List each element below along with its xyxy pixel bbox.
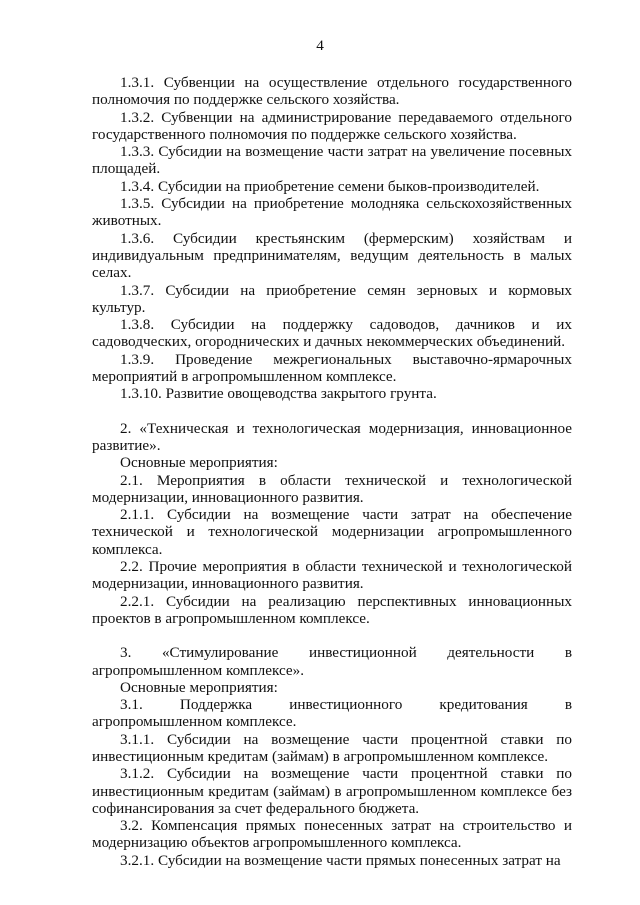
section-2-heading: 2. «Техническая и технологическая модернизация, инновационное развитие». xyxy=(92,419,572,454)
paragraph-2-1: 2.1. Мероприятия в области технической и технологической модернизации, инновационного развития. xyxy=(92,471,572,506)
paragraph-1-3-8: 1.3.8. Субсидии на поддержку садоводов, дачников и их садоводческих, огороднических и дачных некоммерческих объединений. xyxy=(92,316,572,351)
paragraph-2-2-1: 2.2.1. Субсидии на реализацию перспективных инновационных проектов в агропромышленном комплексе. xyxy=(92,592,572,627)
paragraph-1-3-9: 1.3.9. Проведение межрегиональных выставочно-ярмарочных мероприятий в агропромышленном комплексе. xyxy=(92,350,572,386)
page-number: 4 xyxy=(316,37,324,54)
paragraph-1-3-1: 1.3.1. Субвенции на осуществление отдельного государственного полномочия по поддержке сельского хозяйства. xyxy=(92,74,572,109)
paragraph-3-2: 3.2. Компенсация прямых понесенных затрат на строительство и модернизацию объектов агропромышленного комплекса. xyxy=(92,817,572,852)
paragraph-3-1-2: 3.1.2. Субсидии на возмещение части процентной ставки по инвестиционным кредитам (займам) в агропромышленном комплексе без софинансирования за счет федерального бюджета. xyxy=(92,765,572,817)
section-3-heading: 3. «Стимулирование инвестиционной деятельности в агропромышленном комплексе». xyxy=(92,644,572,679)
paragraph-1-3-6: 1.3.6. Субсидии крестьянским (фермерским) хозяйствам и индивидуальным предпринимателям, ведущим деятельность в малых селах. xyxy=(92,229,572,282)
paragraph-2-1-1: 2.1.1. Субсидии на возмещение части затрат на обеспечение технической и технологической модернизации агропромышленного комплекса. xyxy=(92,506,572,558)
document-body xyxy=(92,74,572,869)
paragraph-3-1-1: 3.1.1. Субсидии на возмещение части процентной ставки по инвестиционным кредитам (займам) в агропромышленном комплексе. xyxy=(92,730,572,765)
paragraph-1-3-10: 1.3.10. Развитие овощеводства закрытого грунта. xyxy=(120,385,437,403)
paragraph-1-3-3: 1.3.3. Субсидии на возмещение части затрат на увеличение посевных площадей. xyxy=(92,143,572,178)
paragraph-1-3-2: 1.3.2. Субвенции на администрирование передаваемого отдельного государственного полномочия по поддержке сельского хозяйства. xyxy=(92,108,572,143)
paragraph-1-3-5: 1.3.5. Субсидии на приобретение молодняка сельскохозяйственных животных. xyxy=(92,195,572,230)
section-spacer xyxy=(92,627,572,644)
paragraph-1-3-4: 1.3.4. Субсидии на приобретение семени быков-производителей. xyxy=(120,177,540,195)
paragraph-2-2: 2.2. Прочие мероприятия в области технической и технологической модернизации, инновационного развития. xyxy=(92,558,572,593)
section-spacer xyxy=(92,403,572,420)
paragraph-1-3-7: 1.3.7. Субсидии на приобретение семян зерновых и кормовых культур. xyxy=(92,281,572,316)
paragraph-3-1: 3.1. Поддержка инвестиционного кредитования в агропромышленном комплексе. xyxy=(92,696,572,731)
section-2-subheading: Основные мероприятия: xyxy=(120,454,278,472)
section-3-subheading: Основные мероприятия: xyxy=(120,678,278,696)
paragraph-3-2-1: 3.2.1. Субсидии на возмещение части прямых понесенных затрат на xyxy=(120,851,561,869)
